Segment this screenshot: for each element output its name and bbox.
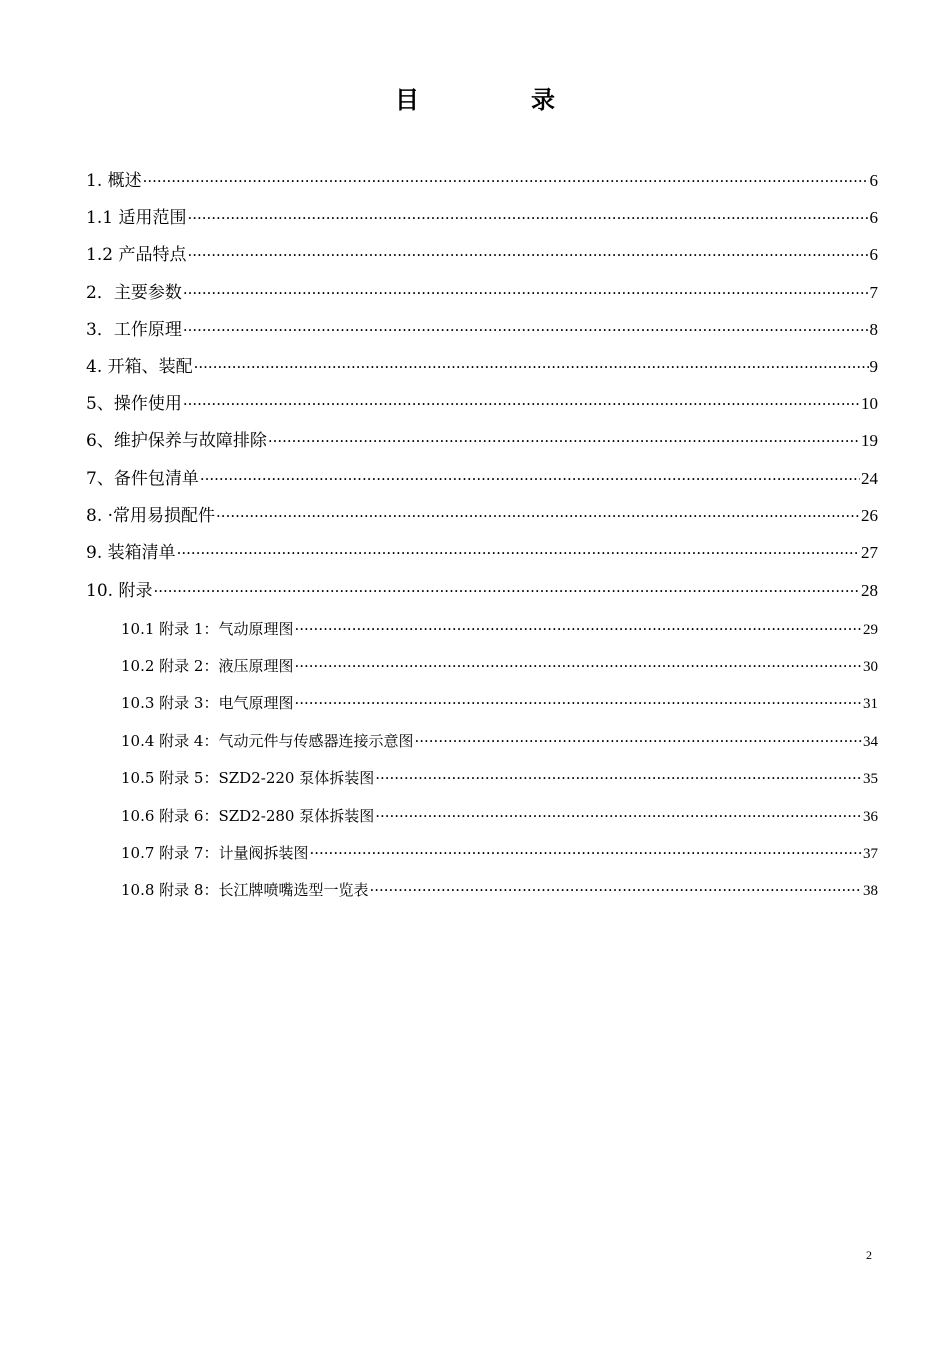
toc-entry-page: 26	[861, 506, 878, 525]
toc-leader-dots	[268, 428, 860, 454]
toc-entry[interactable]	[86, 205, 878, 231]
toc-leader-dots	[183, 317, 869, 343]
toc-leader-dots	[294, 690, 862, 716]
toc-entry-label: 1.1 适用范围	[86, 208, 187, 228]
toc-leader-dots	[294, 616, 862, 642]
toc-entry-label: 6、维护保养与故障排除	[86, 431, 267, 451]
toc-subentry[interactable]	[121, 728, 878, 754]
toc-entry-page: 34	[863, 734, 878, 750]
toc-entry[interactable]	[86, 503, 878, 529]
toc-leader-dots	[216, 503, 860, 529]
toc-entry-page: 27	[861, 543, 878, 562]
toc-entry[interactable]	[86, 280, 878, 306]
toc-leader-dots	[153, 578, 860, 604]
toc-leader-dots	[375, 803, 862, 829]
toc-entry-label: 10.4 附录 4：气动元件与传感器连接示意图	[121, 732, 414, 750]
toc-leader-dots	[294, 653, 862, 679]
toc-entry[interactable]	[86, 168, 878, 194]
toc-entry-label: 10.8 附录 8：长江牌喷嘴选型一览表	[121, 881, 369, 899]
toc-entry-label: 10.5 附录 5：SZD2-220 泵体拆装图	[121, 769, 375, 787]
toc-entry-page: 38	[863, 883, 878, 899]
toc-entry-page: 6	[869, 245, 878, 264]
toc-leader-dots	[309, 840, 862, 866]
toc-entry-label: 8. ·常用易损配件	[86, 506, 216, 526]
toc-entry-label: 1.2 产品特点	[86, 245, 187, 265]
toc-entry[interactable]	[86, 466, 878, 492]
toc-entry-label: 4. 开箱、装配	[86, 357, 193, 377]
toc-entry-page: 36	[863, 809, 878, 825]
toc-entry-label: 10. 附录	[86, 581, 153, 601]
toc-entry-page: 6	[869, 208, 878, 227]
toc-entry[interactable]	[86, 242, 878, 268]
toc-leader-dots	[369, 877, 862, 903]
toc-leader-dots	[187, 205, 868, 231]
toc-subentry[interactable]	[121, 877, 878, 903]
toc-entry-label: 2．主要参数	[86, 283, 182, 303]
toc-subentry[interactable]	[121, 616, 878, 642]
toc-entry-label: 5、操作使用	[86, 394, 182, 414]
toc-entry-label: 10.2 附录 2：液压原理图	[121, 657, 294, 675]
toc-entry-page: 6	[869, 171, 878, 190]
toc-leader-dots	[183, 280, 869, 306]
page-number: 2	[866, 1248, 872, 1262]
toc-leader-dots	[200, 466, 860, 492]
toc-entry-page: 24	[861, 469, 878, 488]
toc-entry-label: 1. 概述	[86, 171, 142, 191]
toc-subentry[interactable]	[121, 803, 878, 829]
toc-subentry[interactable]	[121, 765, 878, 791]
toc-entry-label: 9. 装箱清单	[86, 543, 176, 563]
toc-entry-page: 7	[869, 283, 878, 302]
toc-entry-page: 37	[863, 846, 878, 862]
toc-entry[interactable]	[86, 578, 878, 604]
toc-leader-dots	[414, 728, 862, 754]
toc-entry[interactable]	[86, 317, 878, 343]
toc-entry-page: 10	[861, 394, 878, 413]
toc-entry[interactable]	[86, 540, 878, 566]
toc-entry-label: 10.3 附录 3：电气原理图	[121, 694, 294, 712]
toc-entry-label: 10.1 附录 1：气动原理图	[121, 620, 294, 638]
toc-subentry[interactable]	[121, 690, 878, 716]
toc-leader-dots	[143, 168, 869, 194]
toc-leader-dots	[183, 391, 860, 417]
toc-entry-page: 9	[869, 357, 878, 376]
toc-leader-dots	[177, 540, 860, 566]
toc-entry[interactable]	[86, 428, 878, 454]
toc-entry-page: 30	[863, 659, 878, 675]
toc-entry-label: 10.7 附录 7：计量阀拆装图	[121, 844, 309, 862]
toc-leader-dots	[375, 765, 862, 791]
page-title: 目 录	[395, 86, 599, 114]
toc-entry-page: 28	[861, 581, 878, 600]
toc-subentry[interactable]	[121, 840, 878, 866]
toc-leader-dots	[194, 354, 869, 380]
toc-entry[interactable]	[86, 391, 878, 417]
toc-entry-page: 8	[869, 320, 878, 339]
toc-entry-page: 35	[863, 771, 878, 787]
toc-entry-page: 29	[863, 622, 878, 638]
toc-subentry[interactable]	[121, 653, 878, 679]
toc-entry-label: 10.6 附录 6：SZD2-280 泵体拆装图	[121, 807, 375, 825]
toc-entry-page: 31	[863, 696, 878, 712]
toc-entry[interactable]	[86, 354, 878, 380]
toc-entry-page: 19	[861, 431, 878, 450]
toc-leader-dots	[187, 242, 868, 268]
toc-entry-label: 7、备件包清单	[86, 469, 199, 489]
toc-entry-label: 3．工作原理	[86, 320, 182, 340]
